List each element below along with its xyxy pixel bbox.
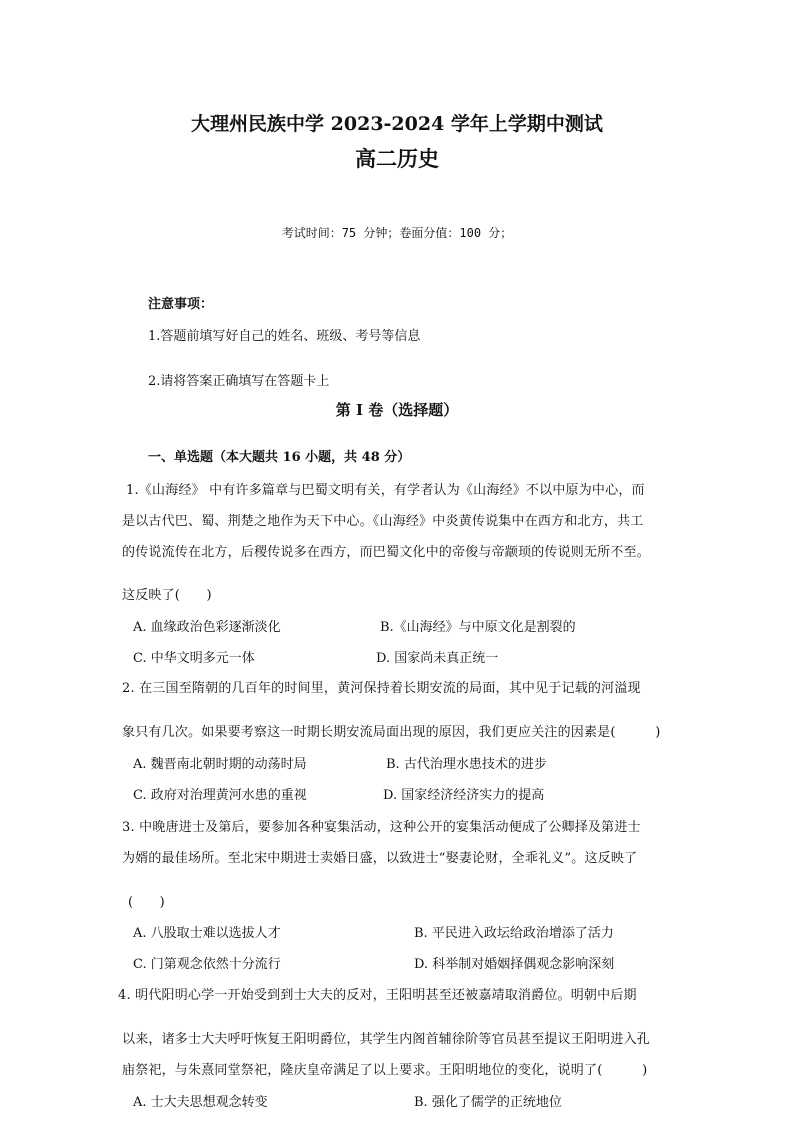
question-4-line: 4. 明代阳明心学一开始受到到士大夫的反对，王阳明甚至还被嘉靖取消爵位。明朝中后期 <box>118 988 637 1003</box>
question-1-line: 是以古代巴、蜀、荆楚之地作为天下中心。《山海经》中炎黄传说集中在西方和北方，共工 <box>122 514 644 529</box>
option-b[interactable]: B. 平民进入政坛给政治增添了活力 <box>414 926 614 941</box>
option-a[interactable]: A. 血缘政治色彩逐渐淡化 <box>133 620 281 635</box>
option-c[interactable]: C. 门第观念依然十分流行 <box>133 957 281 972</box>
question-4-line: 以来，诸多士大夫呼吁恢复王阳明爵位，其学生内阁首辅徐阶等官员甚至提议王阳明进入孔 <box>122 1032 651 1047</box>
question-1-line: 这反映了( ) <box>122 588 212 603</box>
option-c[interactable]: C. 政府对治理黄河水患的重视 <box>133 788 307 803</box>
notice-item: 2.请将答案正确填写在答题卡上 <box>148 374 330 389</box>
question-2-line: 2. 在三国至隋朝的几百年的时间里，黄河保持着长期安流的局面，其中见于记载的河溢现 <box>122 681 641 696</box>
option-b[interactable]: B. 强化了儒学的正统地位 <box>414 1095 562 1110</box>
option-a[interactable]: A. 士大夫思想观念转变 <box>133 1095 268 1110</box>
option-c[interactable]: C. 中华文明多元一体 <box>133 651 255 666</box>
question-4-line: 庙祭祀，与朱熹同堂祭祀，隆庆皇帝满足了以上要求。王阳明地位的变化，说明了( ) <box>122 1063 648 1078</box>
option-a[interactable]: A. 八股取士难以选拔人才 <box>133 926 281 941</box>
exam-title: 大理州民族中学 2023-2024 学年上学期中测试 <box>191 113 603 135</box>
option-d[interactable]: D. 科举制对婚姻择偶观念影响深刻 <box>414 957 615 972</box>
option-d[interactable]: D. 国家尚未真正统一 <box>376 651 499 666</box>
option-d[interactable]: D. 国家经济经济实力的提高 <box>383 788 545 803</box>
subject-title: 高二历史 <box>355 146 439 171</box>
part-heading: 一、单选题（本大题共 16 小题，共 48 分） <box>148 450 411 465</box>
notice-item: 1.答题前填写好自己的姓名、班级、考号等信息 <box>148 329 421 344</box>
notice-heading: 注意事项： <box>148 297 214 312</box>
option-a[interactable]: A. 魏晋南北朝时期的动荡时局 <box>133 757 307 772</box>
question-3-line: 为婿的最佳场所。至北宋中期进士卖婚日盛，以致进士“娶妻论财，全乖礼义”。这反映了 <box>122 851 638 866</box>
exam-info: 考试时间：75 分钟；卷面分值：100 分； <box>281 226 513 240</box>
question-2-line: 象只有几次。如果要考察这一时期长期安流局面出现的原因，我们更应关注的因素是( ) <box>122 725 661 740</box>
option-b[interactable]: B. 古代治理水患技术的进步 <box>386 757 547 772</box>
option-b[interactable]: B.《山海经》与中原文化是割裂的 <box>380 620 576 635</box>
question-3-line: 3. 中晚唐进士及第后，要参加各种宴集活动，这种公开的宴集活动便成了公卿择及第进士 <box>122 820 641 835</box>
question-1-line: 1.《山海经》 中有许多篇章与巴蜀文明有关，有学者认为《山海经》不以中原为中心，而 <box>126 483 645 498</box>
question-1-line: 的传说流传在北方，后稷传说多在西方，而巴蜀文化中的帝俊与帝颛顼的传说则无所不至。 <box>122 545 651 560</box>
section-title: 第 I 卷（选择题） <box>335 401 459 419</box>
question-3-line: ( ) <box>128 895 165 910</box>
